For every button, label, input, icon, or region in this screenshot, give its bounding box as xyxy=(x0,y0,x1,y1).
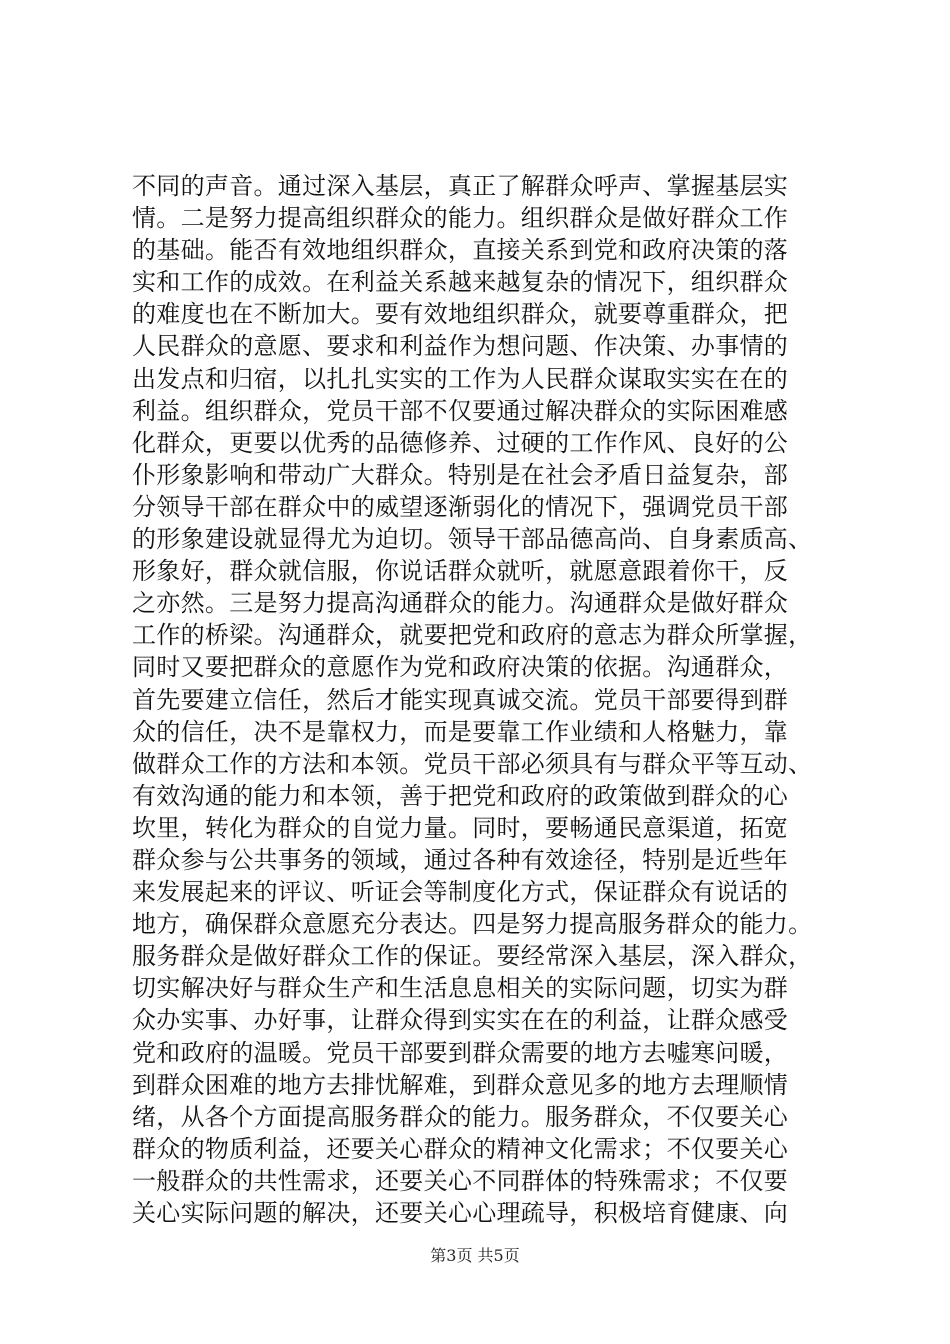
text-line: 出发点和归宿，以扎扎实实的工作为人民群众谋取实实在在的 xyxy=(132,364,789,393)
text-line: 不同的声音。通过深入基层，真正了解群众呼声、掌握基层实 xyxy=(132,172,789,200)
document-body xyxy=(132,170,832,1229)
text-line: 服务群众是做好群众工作的保证。要经常深入基层，深入群众， xyxy=(132,942,813,971)
text-line: 做群众工作的方法和本领。党员干部必须具有与群众平等互动、 xyxy=(132,749,813,778)
text-line: 化群众，更要以优秀的品德修养、过硬的工作作风、良好的公 xyxy=(132,428,789,457)
text-line: 形象好，群众就信服，你说话群众就听，就愿意跟着你干，反 xyxy=(132,557,789,586)
text-line: 党和政府的温暖。党员干部要到群众需要的地方去嘘寒问暖， xyxy=(132,1038,789,1067)
text-line: 众办实事、办好事，让群众得到实实在在的利益，让群众感受 xyxy=(132,1006,789,1035)
text-line: 情。二是努力提高组织群众的能力。组织群众是做好群众工作 xyxy=(132,204,789,233)
text-line: 众的信任，决不是靠权力，而是要靠工作业绩和人格魅力，靠 xyxy=(132,717,789,746)
text-line: 坎里，转化为群众的自觉力量。同时，要畅通民意渠道，拓宽 xyxy=(132,813,789,842)
text-line: 来发展起来的评议、听证会等制度化方式，保证群众有说话的 xyxy=(132,878,789,907)
text-line: 工作的桥梁。沟通群众，就要把党和政府的意志为群众所掌握， xyxy=(132,621,813,650)
page-number-footer: 第3页 共5页 xyxy=(430,1246,520,1265)
text-line: 的难度也在不断加大。要有效地组织群众，就要尊重群众，把 xyxy=(132,300,789,329)
text-line: 之亦然。三是努力提高沟通群众的能力。沟通群众是做好群众 xyxy=(132,589,789,618)
text-line: 有效沟通的能力和本领，善于把党和政府的政策做到群众的心 xyxy=(132,781,789,810)
text-line: 一般群众的共性需求，还要关心不同群体的特殊需求；不仅要 xyxy=(132,1166,789,1195)
text-line: 的形象建设就显得尤为迫切。领导干部品德高尚、自身素质高、 xyxy=(132,525,813,554)
text-line: 群众参与公共事务的领域，通过各种有效途径，特别是近些年 xyxy=(132,845,789,874)
text-line: 首先要建立信任，然后才能实现真诚交流。党员干部要得到群 xyxy=(132,685,789,714)
text-line: 分领导干部在群众中的威望逐渐弱化的情况下，强调党员干部 xyxy=(132,492,789,521)
text-line: 到群众困难的地方去排忧解难，到群众意见多的地方去理顺情 xyxy=(132,1070,789,1099)
text-line: 绪，从各个方面提高服务群众的能力。服务群众，不仅要关心 xyxy=(132,1102,789,1131)
text-line: 群众的物质利益，还要关心群众的精神文化需求；不仅要关心 xyxy=(132,1134,789,1163)
text-line: 地方，确保群众意愿充分表达。四是努力提高服务群众的能力。 xyxy=(132,910,813,939)
text-line: 关心实际问题的解决，还要关心心理疏导，积极培育健康、向 xyxy=(132,1199,789,1227)
text-line: 同时又要把群众的意愿作为党和政府决策的依据。沟通群众， xyxy=(132,653,789,682)
text-line: 实和工作的成效。在利益关系越来越复杂的情况下，组织群众 xyxy=(132,268,789,297)
text-line: 仆形象影响和带动广大群众。特别是在社会矛盾日益复杂，部 xyxy=(132,460,789,489)
text-line: 人民群众的意愿、要求和利益作为想问题、作决策、办事情的 xyxy=(132,332,789,361)
text-line: 利益。组织群众，党员干部不仅要通过解决群众的实际困难感 xyxy=(132,396,789,425)
text-line: 的基础。能否有效地组织群众，直接关系到党和政府决策的落 xyxy=(132,236,789,265)
text-line: 切实解决好与群众生产和生活息息相关的实际问题，切实为群 xyxy=(132,974,789,1003)
